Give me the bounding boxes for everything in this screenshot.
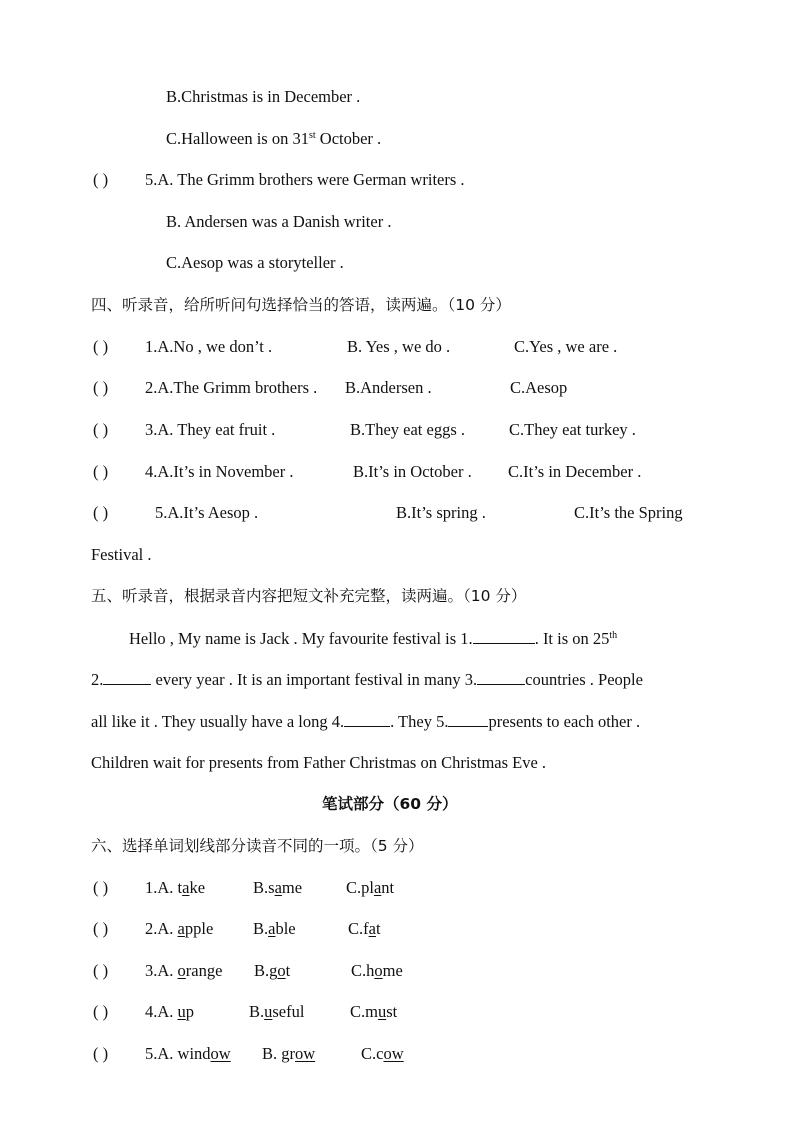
option-a: 5.A. window: [145, 1044, 231, 1063]
blank-5[interactable]: [448, 711, 488, 727]
option-c: C.home: [351, 961, 403, 980]
option-c: C.fat: [348, 919, 381, 938]
option-a: 2.A. apple: [145, 919, 214, 938]
option-c: C.cow: [361, 1044, 404, 1063]
underlined-sound: u: [264, 1002, 273, 1021]
section3-q4-option-c: [166, 129, 381, 149]
option-b: B.It’s in October .: [353, 462, 472, 481]
answer-bracket: ( ): [93, 919, 109, 938]
option-a: 4.A. up: [145, 1002, 195, 1021]
option-c: C.It’s in December .: [508, 462, 642, 481]
passage-line-3: [91, 711, 640, 732]
option-b: B.It’s spring .: [396, 503, 486, 522]
answer-bracket: ( ): [93, 1002, 109, 1021]
section4-heading: 四、听录音，给所听问句选择恰当的答语，读两遍。（10 分）: [91, 296, 511, 314]
passage-text: . They 5.: [390, 712, 449, 731]
underlined-sound: o: [277, 961, 286, 980]
option-a: 5.A.It’s Aesop .: [155, 503, 259, 522]
q4c-superscript: st: [308, 130, 316, 141]
answer-bracket: ( ): [93, 503, 109, 522]
passage-text: all like it . They usually have a long 4.: [91, 712, 345, 731]
answer-bracket: ( ): [93, 878, 109, 897]
answer-bracket: ( ): [93, 1044, 109, 1063]
answer-bracket: ( ): [93, 378, 109, 397]
option-a: 3.A. orange: [145, 961, 223, 980]
underlined-sound: a: [182, 878, 190, 897]
passage-text: 2.: [91, 670, 104, 689]
option-b: B. Yes , we do .: [347, 337, 451, 356]
blank-3[interactable]: [477, 669, 525, 685]
passage-line-4: Children wait for presents from Father Christmas on Christmas Eve .: [91, 753, 547, 772]
underlined-sound: u: [177, 1002, 186, 1021]
underlined-sound: a: [373, 878, 382, 897]
q4c-text: C.Halloween is on 31: [166, 129, 309, 148]
option-b: B.able: [253, 919, 296, 938]
passage-line-2: [91, 669, 643, 690]
underlined-sound: ow: [295, 1044, 316, 1063]
blank-2[interactable]: [103, 669, 151, 685]
underlined-sound: a: [177, 919, 185, 938]
answer-bracket: ( ): [93, 961, 109, 980]
option-b: B.Andersen .: [345, 378, 432, 397]
passage-text: countries . People: [525, 670, 643, 689]
underlined-sound: a: [368, 919, 376, 938]
underlined-sound: a: [274, 878, 282, 897]
option-a: 2.A.The Grimm brothers .: [145, 378, 318, 397]
option-b: B.same: [253, 878, 303, 897]
section6-heading: 六、选择单词划线部分读音不同的一项。（5 分）: [91, 837, 424, 855]
date-superscript: th: [609, 630, 618, 641]
section3-q5-option-a: 5.A. The Grimm brothers were German writers .: [145, 170, 465, 189]
passage-text: presents to each other .: [488, 712, 641, 731]
section4-q5-continuation: Festival .: [91, 545, 152, 564]
option-b: B.They eat eggs .: [350, 420, 466, 439]
option-b: B. grow: [262, 1044, 316, 1063]
answer-bracket: ( ): [93, 462, 109, 481]
underlined-sound: o: [374, 961, 383, 980]
answer-bracket: ( ): [93, 170, 109, 189]
underlined-sound: ow: [383, 1044, 404, 1063]
passage-text: . It is on 25: [534, 629, 610, 648]
option-b: B.got: [254, 961, 291, 980]
answer-bracket: ( ): [93, 337, 109, 356]
option-c: C.must: [350, 1002, 398, 1021]
section3-q5-option-c: C.Aesop was a storyteller .: [166, 253, 344, 272]
blank-4[interactable]: [344, 711, 390, 727]
section3-q5-option-b: B. Andersen was a Danish writer .: [166, 212, 392, 231]
option-c: C.Yes , we are .: [514, 337, 618, 356]
option-c: C.Aesop: [510, 378, 568, 397]
section3-q4-option-b: B.Christmas is in December .: [166, 87, 361, 106]
option-c: C.They eat turkey .: [509, 420, 636, 439]
section5-heading: 五、听录音，根据录音内容把短文补充完整，读两遍。（10 分）: [91, 587, 527, 605]
option-c: C.It’s the Spring: [574, 503, 683, 522]
option-a: 1.A. take: [145, 878, 206, 897]
underlined-sound: o: [177, 961, 186, 980]
q4c-text-end: October .: [315, 129, 382, 148]
underlined-sound: a: [268, 919, 276, 938]
underlined-sound: ow: [210, 1044, 231, 1063]
option-a: 4.A.It’s in November .: [145, 462, 294, 481]
underlined-sound: u: [377, 1002, 387, 1021]
blank-1[interactable]: [473, 628, 535, 644]
answer-bracket: ( ): [93, 420, 109, 439]
option-b: B.useful: [249, 1002, 305, 1021]
passage-text: every year . It is an important festival in many 3.: [151, 670, 478, 689]
option-a: 1.A.No , we don’t .: [145, 337, 273, 356]
passage-line-1: [129, 628, 617, 649]
option-c: C.plant: [346, 878, 395, 897]
option-a: 3.A. They eat fruit .: [145, 420, 276, 439]
written-part-title: 笔试部分（60 分）: [322, 795, 458, 813]
passage-text: Hello , My name is Jack . My favourite festival is 1.: [129, 629, 473, 648]
